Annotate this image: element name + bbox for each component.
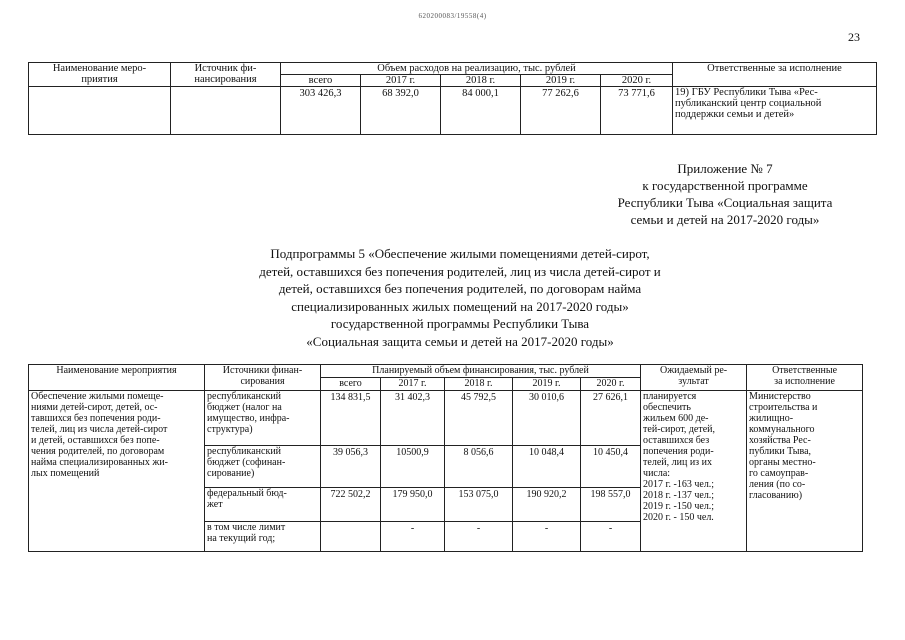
cell-source: в том числе лимит на текущий год; xyxy=(205,522,321,552)
header-year-2017: 2017 г. xyxy=(381,378,445,391)
header-planned-funding: Планируемый объем финансирования, тыс. рублей xyxy=(321,365,641,378)
document-code: 620200083/19558(4) xyxy=(418,12,487,20)
header-total: всего xyxy=(281,75,361,87)
header-expected-result: Ожидаемый ре- зультат xyxy=(641,365,747,391)
cell-2018: 153 075,0 xyxy=(445,488,513,522)
continuation-table xyxy=(28,62,877,135)
subprogram-table xyxy=(28,364,863,552)
header-year-2019: 2019 г. xyxy=(513,378,581,391)
header-measure-name: Наименование меро- приятия xyxy=(29,63,171,87)
header-responsible: Ответственные за исполнение xyxy=(673,63,877,87)
header-funding-source: Источник фи- нансирования xyxy=(171,63,281,87)
cell-expected-result: планируется обеспечить жильем 600 де- тей-сирот, детей, оставшихся без попечения роди- телей, лиц из их числа: 2017 г. -163 чел.; 2018 г. -137 чел.; 2019 г. -150 чел.; 2020 г. - 150 чел. xyxy=(641,391,747,552)
cell-source: республиканский бюджет (налог на имущество, инфра- структура) xyxy=(205,391,321,446)
cell-total: 134 831,5 xyxy=(321,391,381,446)
cell-2020: 10 450,4 xyxy=(581,446,641,488)
header-year-2020: 2020 г. xyxy=(581,378,641,391)
cell-2017: - xyxy=(381,522,445,552)
cell-2017: 179 950,0 xyxy=(381,488,445,522)
subprogram-title: Подпрограммы 5 «Обеспечение жилыми помещениями детей-сирот, детей, оставшихся без попечения родителей, лиц из числа детей-сирот и детей, оставшихся без попечения родителей, по договорам найма специализированных жилых помещений на 2017-2020 годы» государственной программы Республики Тыва «Социальная защита семьи и детей на 2017-2020 годы» xyxy=(259,246,661,349)
cell-2019: 190 920,2 xyxy=(513,488,581,522)
cell-measure: Обеспечение жилыми помеще- ниями детей-сирот, детей, ос- тавшихся без попечения роди- телей, лиц из числа детей-сирот и детей, оставшихся без попе- чения родителей, по договорам найма специализированных жи- лых помещений xyxy=(29,391,205,552)
cell-2020: 198 557,0 xyxy=(581,488,641,522)
cell-2018: 45 792,5 xyxy=(445,391,513,446)
cell-responsible: Министерство строительства и жилищно- коммунального хозяйства Рес- публики Тыва, органы местно- го самоуправ- ления (по со- гласованию) xyxy=(747,391,863,552)
cell-source: республиканский бюджет (софинан- сирование) xyxy=(205,446,321,488)
cell-source: федеральный бюд- жет xyxy=(205,488,321,522)
cell-2019: - xyxy=(513,522,581,552)
header-funding-sources: Источники финан- сирования xyxy=(205,365,321,391)
cell-2018: 8 056,6 xyxy=(445,446,513,488)
cell-2019: 10 048,4 xyxy=(513,446,581,488)
header-year-2017: 2017 г. xyxy=(361,75,441,87)
header-measure-name: Наименование мероприятия xyxy=(29,365,205,391)
cell-2019: 77 262,6 xyxy=(521,87,601,135)
cell-2019: 30 010,6 xyxy=(513,391,581,446)
annex-heading: Приложение № 7 к государственной программе Республики Тыва «Социальная защита семьи и детей на 2017-2020 годы» xyxy=(617,161,833,227)
table-row xyxy=(29,87,877,135)
cell-2017: 10500,9 xyxy=(381,446,445,488)
cell-responsible: 19) ГБУ Республики Тыва «Рес- публиканский центр социальной поддержки семьи и детей» xyxy=(673,87,877,135)
cell-2020: 27 626,1 xyxy=(581,391,641,446)
table-row xyxy=(29,391,863,446)
cell-2018: 84 000,1 xyxy=(441,87,521,135)
header-year-2020: 2020 г. xyxy=(601,75,673,87)
header-year-2018: 2018 г. xyxy=(441,75,521,87)
header-year-2019: 2019 г. xyxy=(521,75,601,87)
cell-total: 303 426,3 xyxy=(281,87,361,135)
cell-2020: 73 771,6 xyxy=(601,87,673,135)
cell-total: 722 502,2 xyxy=(321,488,381,522)
cell-2018: - xyxy=(445,522,513,552)
header-total: всего xyxy=(321,378,381,391)
page-number: 23 xyxy=(848,30,860,44)
cell-total: 39 056,3 xyxy=(321,446,381,488)
cell-total xyxy=(321,522,381,552)
cell-2017: 31 402,3 xyxy=(381,391,445,446)
cell-source xyxy=(171,87,281,135)
cell-measure xyxy=(29,87,171,135)
header-expenses: Объем расходов на реализацию, тыс. рублей xyxy=(281,63,673,75)
header-responsible: Ответственные за исполнение xyxy=(747,365,863,391)
cell-2017: 68 392,0 xyxy=(361,87,441,135)
cell-2020: - xyxy=(581,522,641,552)
header-year-2018: 2018 г. xyxy=(445,378,513,391)
